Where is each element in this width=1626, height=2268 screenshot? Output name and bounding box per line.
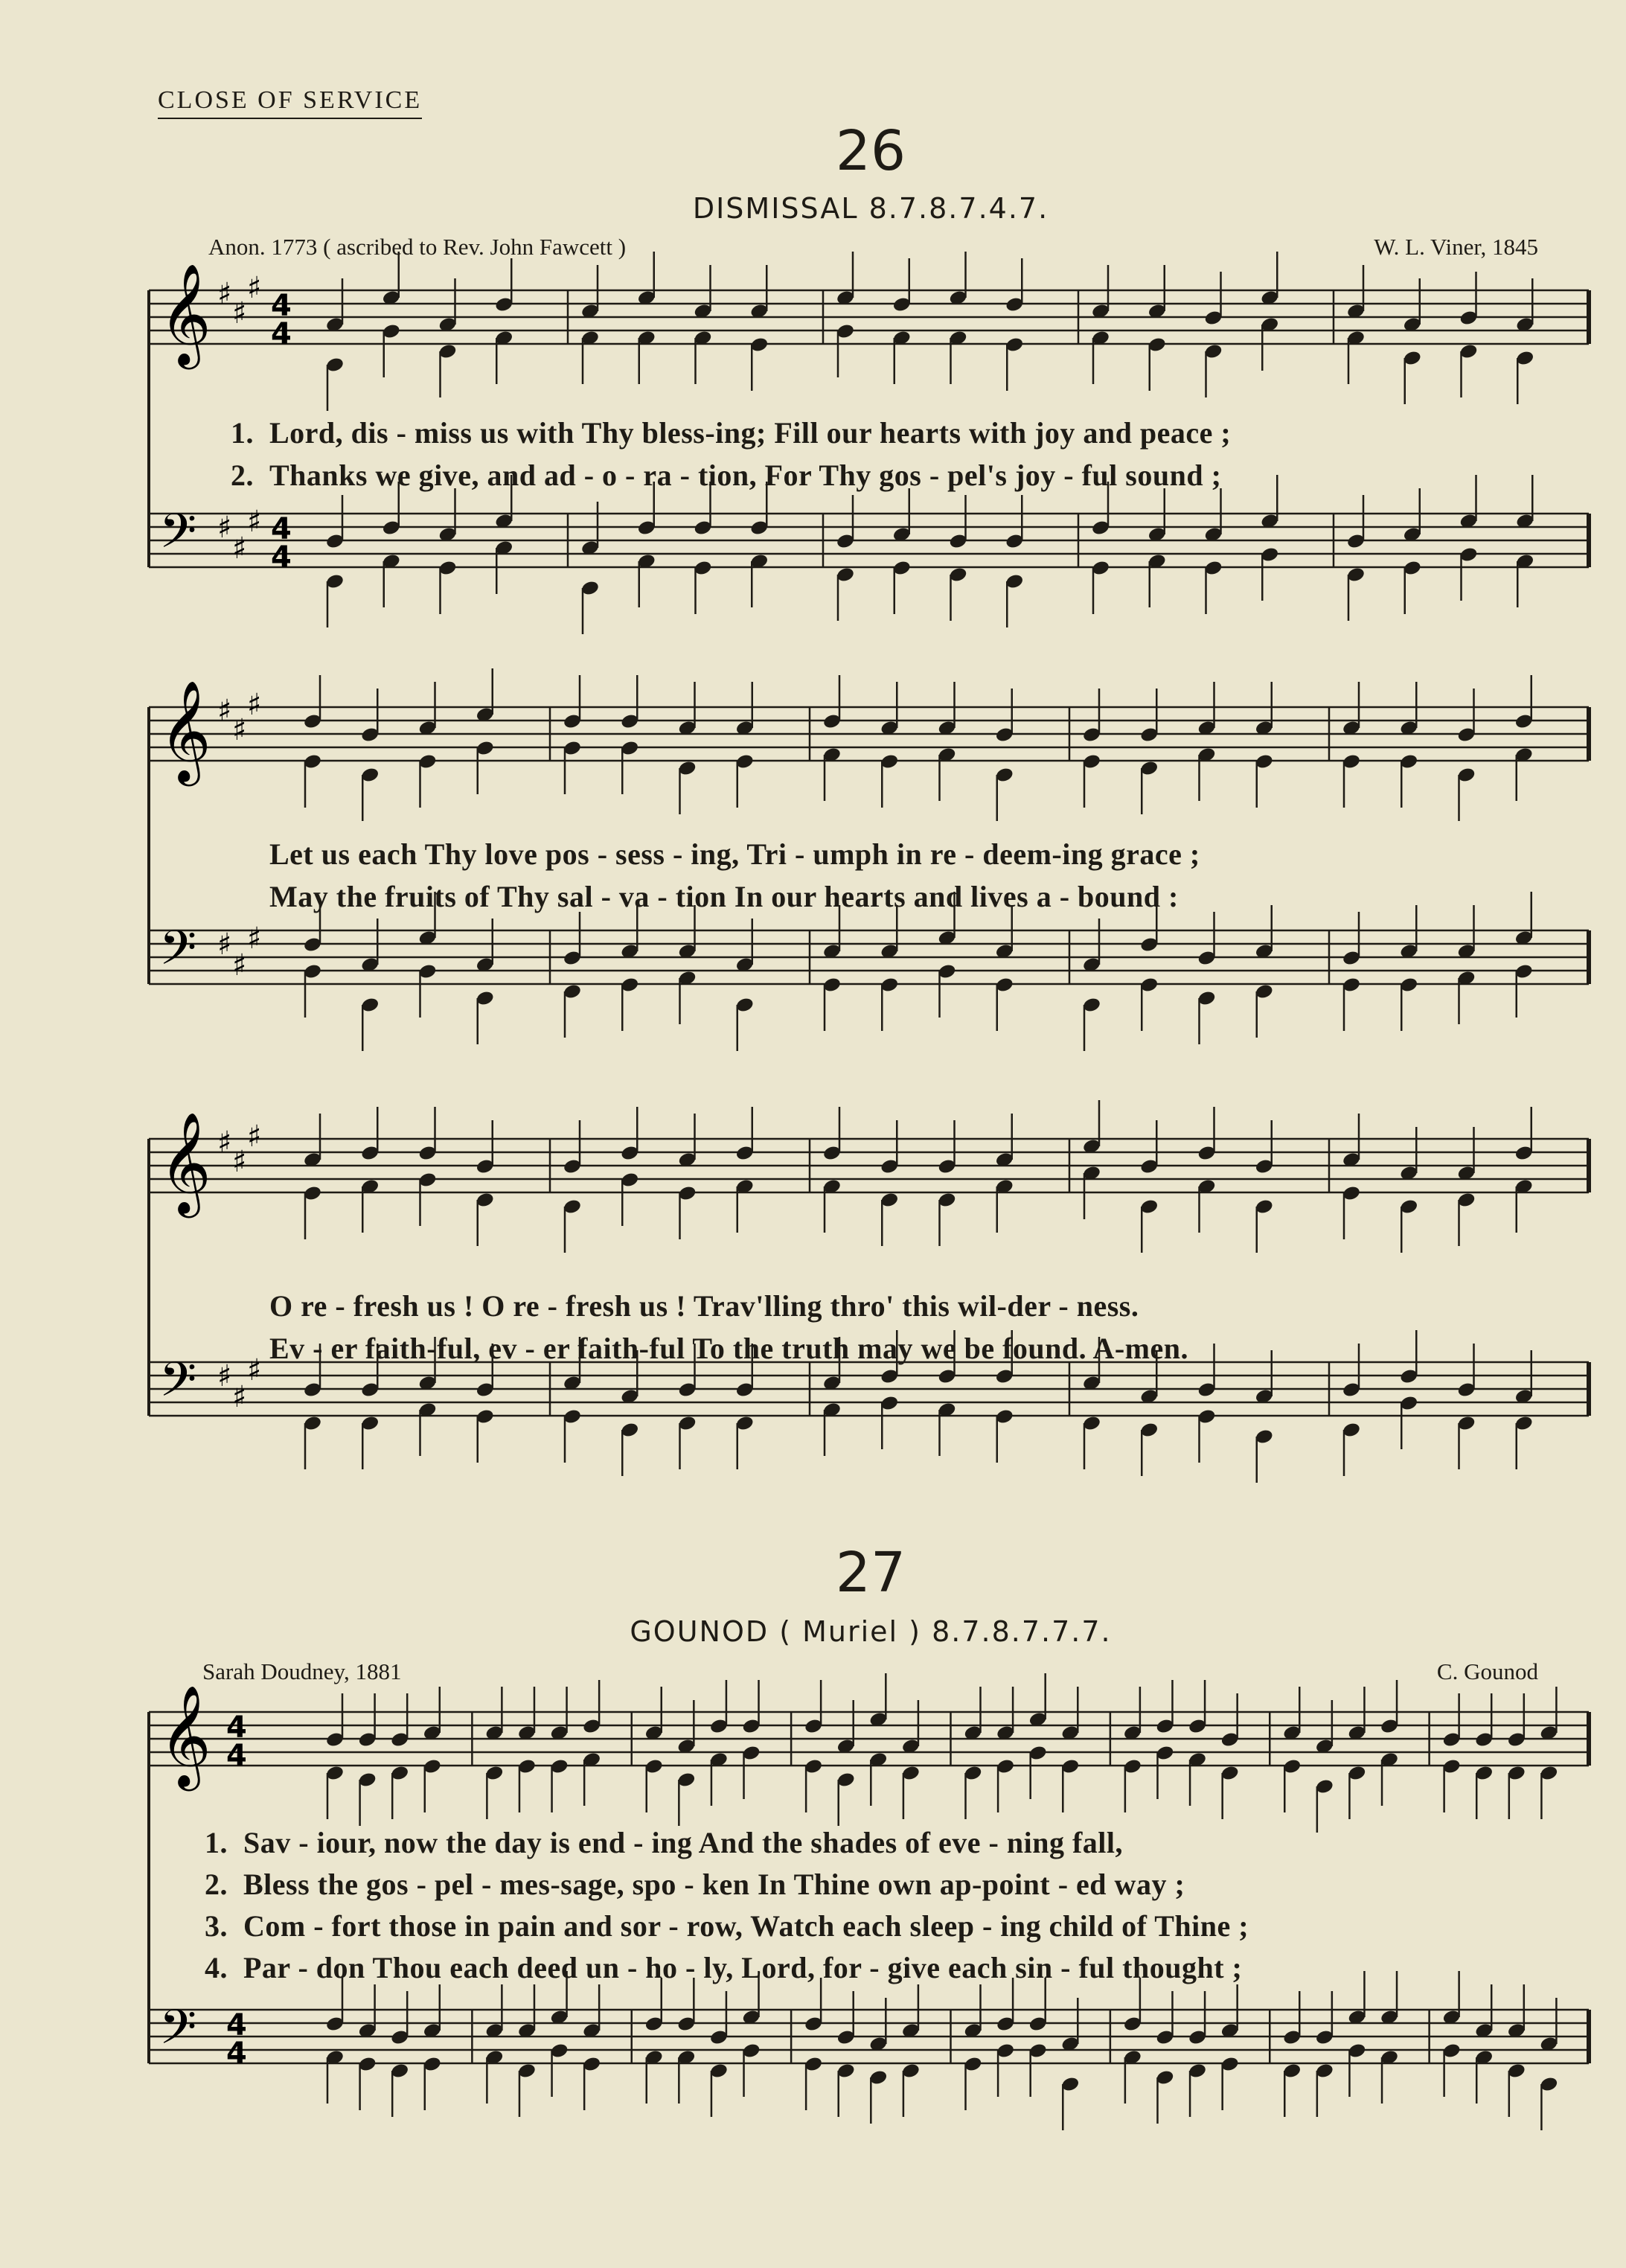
lyric-text: Bless the gos - pel - mes-sage, spo - ken In Thine own ap-point - ed way ; <box>243 1868 1185 1901</box>
staff-notation <box>149 679 1600 1072</box>
music-credit: C. Gounod <box>1436 1658 1538 1684</box>
treble-clef-icon: 𝄞 <box>159 1684 211 1786</box>
time-signature: 4 <box>271 289 292 323</box>
lyric-line <box>269 837 1200 872</box>
sharp-icon: ♯ <box>217 927 232 962</box>
verse-number: 3. <box>205 1909 228 1943</box>
verse-number: 1. <box>205 1826 228 1859</box>
sharp-icon: ♯ <box>247 921 262 956</box>
sharp-icon: ♯ <box>217 694 232 728</box>
words-credit: Sarah Doudney, 1881 <box>202 1658 402 1684</box>
bass-clef-icon: 𝄢 <box>159 921 197 988</box>
sharp-icon: ♯ <box>232 1145 247 1179</box>
time-signature: 4 <box>271 540 292 575</box>
sharp-icon: ♯ <box>217 1125 232 1160</box>
lyric-text: Sav - iour, now the day is end - ing And the shades of eve - ning fall, <box>243 1826 1123 1859</box>
verse-number: 2. <box>231 459 254 492</box>
treble-clef-icon: 𝄞 <box>159 679 211 782</box>
sharp-icon: ♯ <box>247 271 262 305</box>
lyric-line <box>269 1331 1188 1366</box>
time-signature: 4 <box>271 317 292 351</box>
tune-line: DISMISSAL 8.7.8.7.4.7. <box>692 192 1049 225</box>
sharp-icon: ♯ <box>217 1359 232 1393</box>
sharp-icon: ♯ <box>247 505 262 539</box>
lyric-line <box>205 1867 1185 1902</box>
lyric-line <box>205 1950 1242 1985</box>
sharp-icon: ♯ <box>217 277 232 311</box>
hymn-number: 27 <box>835 1541 906 1605</box>
sharp-icon: ♯ <box>247 1353 262 1387</box>
lyric-line <box>231 415 1231 450</box>
time-signature: 4 <box>226 1710 247 1745</box>
verse-number: 4. <box>205 1951 228 1984</box>
lyric-text: Com - fort those in pain and sor - row, Watch each sleep - ing child of Thine ; <box>243 1909 1249 1943</box>
lyric-text: Ev - er faith-ful, ev - er faith-ful To the truth may we be found. A-men. <box>269 1332 1188 1365</box>
treble-clef-icon: 𝄞 <box>159 262 211 365</box>
sharp-icon: ♯ <box>232 713 247 747</box>
lyric-text: Let us each Thy love pos - sess - ing, Tri - umph in re - deem-ing grace ; <box>269 837 1200 871</box>
lyric-text: Lord, dis - miss us with Thy bless-ing; Fill our hearts with joy and peace ; <box>269 416 1232 450</box>
verse-number: 1. <box>231 416 254 450</box>
tune-line: GOUNOD ( Muriel ) 8.7.8.7.7.7. <box>630 1615 1112 1648</box>
bass-clef-icon: 𝄢 <box>159 1352 197 1419</box>
sharp-icon: ♯ <box>232 531 247 566</box>
words-credit: Anon. 1773 ( ascribed to Rev. John Fawcett ) <box>208 234 627 260</box>
sharp-icon: ♯ <box>232 296 247 330</box>
bass-clef-icon: 𝄢 <box>159 2000 197 2067</box>
verse-number: 2. <box>205 1868 228 1901</box>
lyric-text: Thanks we give, and ad - o - ra - tion, For Thy gos - pel's joy - ful sound ; <box>269 459 1222 492</box>
hymn-number: 26 <box>835 119 906 183</box>
sharp-icon: ♯ <box>247 1119 262 1154</box>
time-signature: 4 <box>226 1739 247 1773</box>
time-signature: 4 <box>271 512 292 546</box>
lyric-text: O re - fresh us ! O re - fresh us ! Trav'lling thro' this wil-der - ness. <box>269 1289 1139 1323</box>
lyric-line <box>269 1288 1139 1323</box>
sharp-icon: ♯ <box>217 511 232 545</box>
treble-clef-icon: 𝄞 <box>159 1111 211 1213</box>
sharp-icon: ♯ <box>232 948 247 983</box>
time-signature: 4 <box>226 2008 247 2042</box>
bass-clef-icon: 𝄢 <box>159 504 197 571</box>
section-label: CLOSE OF SERVICE <box>158 86 422 119</box>
lyric-text: Par - don Thou each deed un - ho - ly, Lord, for - give each sin - ful thought ; <box>243 1951 1243 1984</box>
lyric-text: May the fruits of Thy sal - va - tion In our hearts and lives a - bound : <box>269 880 1179 913</box>
music-credit: W. L. Viner, 1845 <box>1374 234 1538 260</box>
lyric-line <box>205 1825 1123 1860</box>
sharp-icon: ♯ <box>247 688 262 722</box>
sharp-icon: ♯ <box>232 1380 247 1414</box>
lyric-line <box>269 879 1179 914</box>
time-signature: 4 <box>226 2037 247 2071</box>
lyric-line <box>205 1908 1249 1943</box>
lyric-line <box>231 458 1221 493</box>
